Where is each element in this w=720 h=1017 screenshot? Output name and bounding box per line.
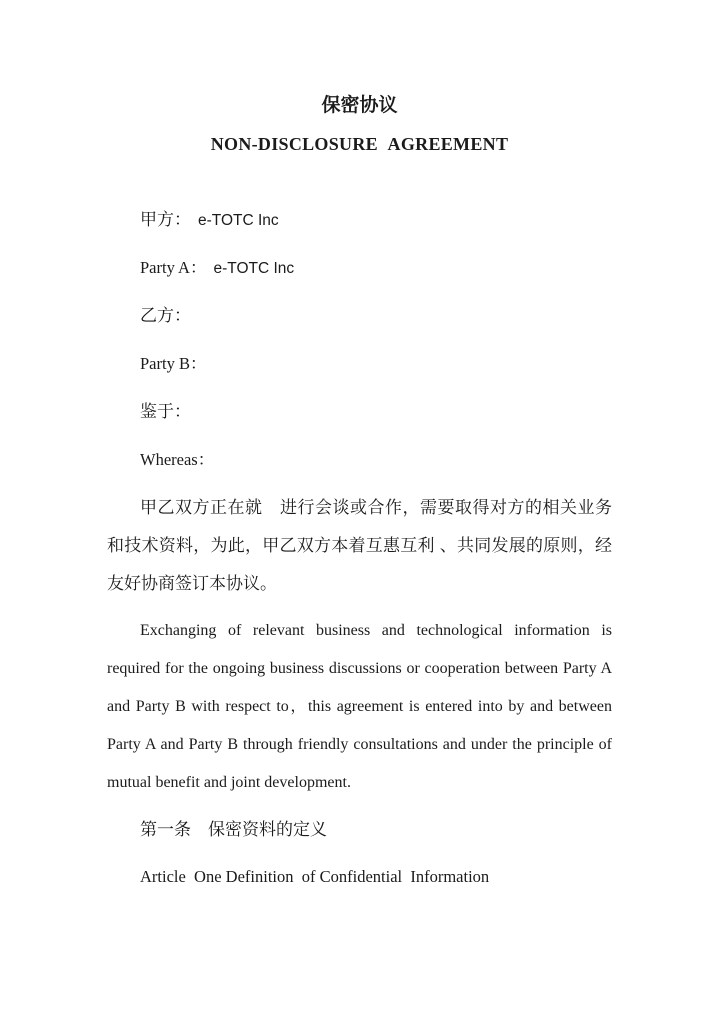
whereas-label-zh: 鉴于： bbox=[140, 402, 191, 421]
party-b-label-zh: 乙方： bbox=[140, 306, 191, 325]
party-b-value-en bbox=[206, 356, 213, 373]
article-one-heading-zh: 第一条 保密资料的定义 bbox=[140, 820, 327, 839]
whereas-line-zh bbox=[107, 393, 612, 432]
party-a-line-zh bbox=[107, 201, 612, 240]
party-a-label-zh: 甲方： bbox=[140, 210, 191, 229]
party-a-label-en: Party A： bbox=[140, 258, 207, 277]
document-title-zh: 保密协议 bbox=[321, 95, 398, 116]
recital-paragraph-en: Exchanging of relevant business and technological information is required for the ongoing business discussions or cooperation between Party A and Party B with respect to，this agreement is entered into by and between Party A and Party B through friendly consultations and under the principle of mutual benefit and joint development. bbox=[107, 622, 612, 791]
party-b-line-en bbox=[107, 345, 612, 384]
party-b-value-zh bbox=[191, 308, 198, 325]
whereas-label-en: Whereas： bbox=[140, 450, 215, 469]
document-title-en: NON-DISCLOSURE AGREEMENT bbox=[210, 134, 509, 154]
recital-paragraph-zh: 甲乙双方正在就 进行会谈或合作，需要取得对方的相关业务和技术资料，为此，甲乙双方本着互惠互利 、共同发展的原则，经友好协商签订本协议。 bbox=[107, 498, 612, 593]
party-b-line-zh bbox=[107, 297, 612, 336]
party-a-value-zh: e-TOTC Inc bbox=[198, 212, 279, 229]
party-a-value-en: e-TOTC Inc bbox=[213, 260, 295, 277]
party-a-line-en bbox=[107, 249, 612, 288]
party-b-label-en: Party B： bbox=[140, 354, 207, 373]
article-one-heading-en: Article One Definition of Confidential Information bbox=[140, 867, 490, 886]
whereas-line-en bbox=[107, 441, 612, 480]
